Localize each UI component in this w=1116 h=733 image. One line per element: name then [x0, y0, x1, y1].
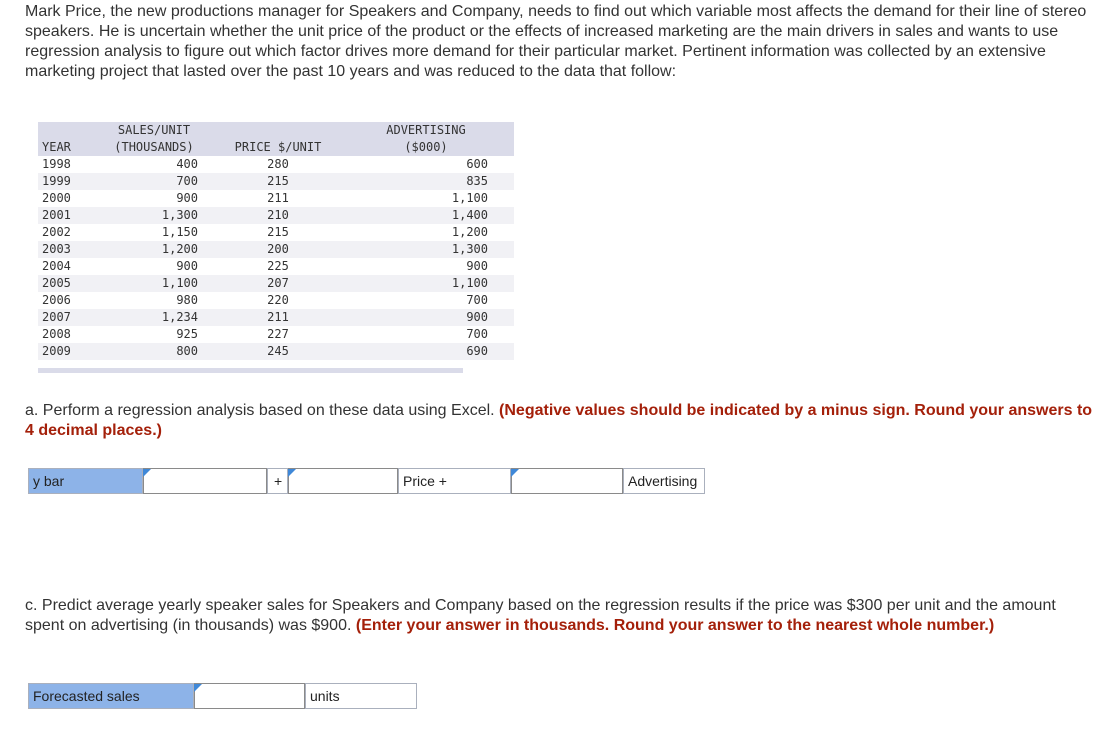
cell-year: 2009 [38, 343, 90, 360]
forecasted-sales-input[interactable] [194, 683, 305, 709]
cell-advertising: 690 [338, 343, 514, 360]
header-year: YEAR [38, 122, 90, 156]
cell-year: 2003 [38, 241, 90, 258]
cell-sales: 1,150 [161, 225, 198, 239]
cell-price: 207 [218, 275, 338, 292]
cell-price: 215 [218, 173, 338, 190]
header-sales: SALES/UNIT (THOUSANDS) [90, 122, 218, 156]
cell-sales: 900 [176, 191, 198, 205]
header-price: PRICE $/UNIT [218, 122, 338, 156]
cell-sales: 980 [176, 293, 198, 307]
header-advertising: ADVERTISING ($000) [338, 122, 514, 156]
cell-advertising: 700 [466, 327, 488, 341]
cell-year: 2001 [38, 207, 90, 224]
cell-advertising: 1,300 [338, 241, 514, 258]
cell-year: 1998 [42, 157, 71, 171]
cell-year: 2000 [42, 191, 71, 205]
cell-advertising: 835 [338, 173, 514, 190]
cell-price: 280 [267, 157, 289, 171]
table-row [38, 309, 514, 326]
cell-price: 215 [267, 225, 289, 239]
cell-advertising: 1,200 [451, 225, 488, 239]
cell-price: 220 [267, 293, 289, 307]
price-coefficient-input[interactable] [288, 468, 398, 494]
input-flag-icon [143, 469, 151, 477]
cell-year: 1999 [38, 173, 90, 190]
plus-label: + [267, 468, 288, 494]
input-flag-icon [288, 469, 296, 477]
cell-year: 2005 [38, 275, 90, 292]
table-row [38, 156, 514, 173]
intercept-input[interactable] [143, 468, 267, 494]
problem-intro: Mark Price, the new productions manager for Speakers and Company, needs to find out which variable most affects the demand for their line of stereo speakers. He is uncertain whether the unit price of the product or the effects of increased marketing are the main drivers in sales and wants to use regression analysis to figure out which factor drives more demand for their particular market. Pertinent information was collected by an extensive marketing project that lasted over the past 10 years and was reduced to the data that follow: [25, 3, 1087, 80]
cell-sales: 800 [90, 343, 218, 360]
price-label: Price + [398, 468, 511, 494]
question-a [25, 401, 1095, 441]
cell-advertising: 900 [466, 259, 488, 273]
cell-advertising: 700 [466, 293, 488, 307]
table-header-row [38, 122, 514, 156]
cell-price: 225 [267, 259, 289, 273]
input-flag-icon [511, 469, 519, 477]
cell-price: 245 [218, 343, 338, 360]
advertising-coefficient-input[interactable] [511, 468, 623, 494]
input-flag-icon [194, 684, 202, 692]
sales-data-table [38, 122, 514, 360]
cell-advertising: 1,400 [338, 207, 514, 224]
cell-year: 2002 [42, 225, 71, 239]
table-row [38, 190, 514, 207]
question-a-instruction: (Negative values should be indicated by a minus sign. Round your answers to 4 decimal places.) [25, 402, 1093, 439]
question-c-instruction: (Enter your answer in thousands. Round your answer to the nearest whole number.) [355, 617, 995, 634]
table-bottom-rule [38, 368, 463, 373]
ybar-label: y bar [28, 468, 143, 494]
cell-advertising: 1,100 [338, 275, 514, 292]
question-c-text: c. Predict average yearly speaker sales for Speakers and Company based on the regression results if the price was $300 per unit and the amount spent on advertising (in thousands) was $900. [25, 597, 1056, 634]
cell-sales: 900 [176, 259, 198, 273]
cell-year: 2006 [42, 293, 71, 307]
cell-sales: 1,100 [90, 275, 218, 292]
cell-price: 211 [267, 191, 289, 205]
table-row [38, 275, 514, 292]
cell-sales: 1,234 [90, 309, 218, 326]
cell-price: 200 [218, 241, 338, 258]
forecasted-sales-label: Forecasted sales [28, 683, 194, 709]
question-a-text: a. Perform a regression analysis based on these data using Excel. [25, 402, 500, 419]
units-label: units [305, 683, 417, 709]
table-row [38, 292, 514, 309]
table-row [38, 173, 514, 190]
advertising-label: Advertising [623, 468, 705, 494]
cell-price: 227 [267, 327, 289, 341]
cell-sales: 1,200 [90, 241, 218, 258]
table-row [38, 343, 514, 360]
table-row [38, 241, 514, 258]
table-row [38, 224, 514, 241]
cell-year: 2004 [42, 259, 71, 273]
table-row [38, 207, 514, 224]
table-row [38, 258, 514, 275]
cell-advertising: 1,100 [451, 191, 488, 205]
cell-year: 2008 [42, 327, 71, 341]
cell-sales: 700 [90, 173, 218, 190]
question-c [25, 596, 1095, 636]
cell-sales: 400 [176, 157, 198, 171]
cell-advertising: 600 [466, 157, 488, 171]
cell-sales: 925 [176, 327, 198, 341]
cell-price: 210 [218, 207, 338, 224]
cell-advertising: 900 [338, 309, 514, 326]
table-row [38, 326, 514, 343]
cell-sales: 1,300 [90, 207, 218, 224]
cell-price: 211 [218, 309, 338, 326]
cell-year: 2007 [38, 309, 90, 326]
